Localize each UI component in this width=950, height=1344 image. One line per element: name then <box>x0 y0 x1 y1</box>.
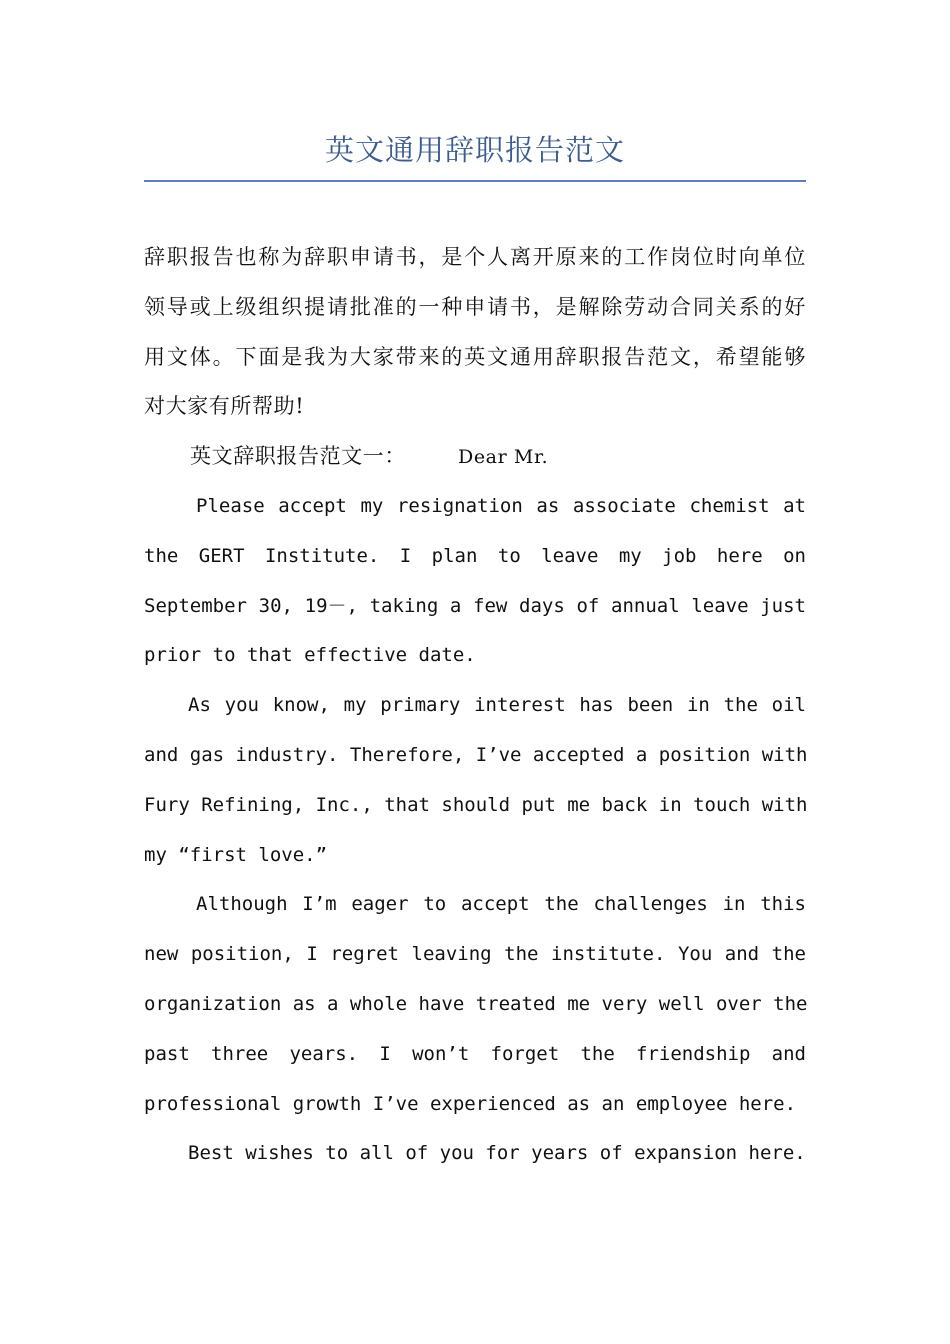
title-underline <box>144 180 806 182</box>
paragraph-2-line: As you know, my primary interest has been in the oil <box>188 694 806 717</box>
paragraph-4-line: Best wishes to all of you for years of expansion here. <box>188 1142 806 1165</box>
sample-heading-line <box>144 432 806 482</box>
document-body <box>144 233 806 1179</box>
paragraph-2-line: my “first love.” <box>144 843 328 866</box>
intro-line: 对大家有所帮助! <box>144 394 305 419</box>
paragraph-2-line: Fury Refining, Inc., that should put me back in touch with <box>144 793 808 816</box>
paragraph-1-line: Please accept my resignation as associate chemist at <box>196 494 806 517</box>
paragraph-3-line: Although I’m eager to accept the challenges in this <box>196 893 806 916</box>
document-title: 英文通用辞职报告范文 <box>324 133 625 167</box>
salutation: Dear Mr. <box>458 446 549 469</box>
paragraph-3-line: past three years. I won’t forget the friendship and <box>144 1042 806 1065</box>
paragraph-3-line: new position, I regret leaving the institute. You and the <box>144 943 806 966</box>
paragraph-3-line: organization as a whole have treated me very well over the <box>144 992 808 1015</box>
paragraph-3-line: professional growth I’ve experienced as an employee here. <box>144 1092 797 1115</box>
intro-line: 辞职报告也称为辞职申请书，是个人离开原来的工作岗位时向单位 <box>144 245 806 269</box>
paragraph-1-line: September 30, 19－, taking a few days of annual leave just <box>144 594 806 617</box>
intro-line: 用文体。下面是我为大家带来的英文通用辞职报告范文，希望能够 <box>144 344 806 369</box>
paragraph-2-line: and gas industry. Therefore, I’ve accepted a position with <box>144 743 808 766</box>
intro-line: 领导或上级组织提请批准的一种申请书，是解除劳动合同关系的好 <box>144 294 806 319</box>
paragraph-1-line: prior to that effective date. <box>144 644 476 667</box>
paragraph-1-line: the GERT Institute. I plan to leave my job here on <box>144 544 806 567</box>
sample-heading: 英文辞职报告范文一： <box>190 444 406 469</box>
